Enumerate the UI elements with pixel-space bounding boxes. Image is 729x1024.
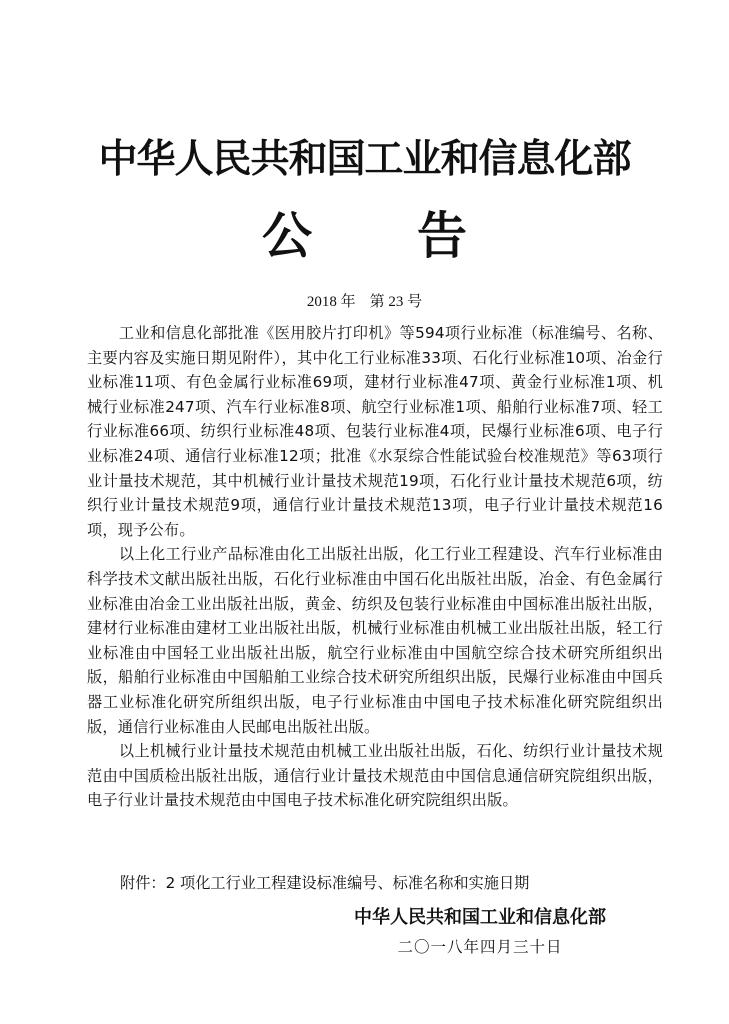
document-type-heading: [0, 206, 729, 266]
document-issue-number: 第 23 号: [369, 294, 423, 310]
body-paragraph-1: 工业和信息化部批准《医用胶片打印机》等594项行业标准（标准编号、名称、主要内容及实施日期见附件），其中化工行业标准33项、石化行业标准10项、冶金行业标准11项、有色金属行业标准69项，建材行业标准47项、黄金行业标准1项、机械行业标准247项、汽车行业标准8项、航空行业标准1项、船舶行业标准7项、轻工行业标准66项、纺织行业标准48项、包装行业标准4项，民爆行业标准6项、电子行业标准24项、通信行业标准12项；批准《水泵综合性能试验台校准规范》等63项行业计量技术规范，其中机械行业计量技术规范19项，石化行业计量技术规范6项，纺织行业计量技术规范9项，通信行业计量技术规范13项，电子行业计量技术规范16项，现予公布。: [87, 324, 663, 539]
signature-issuer: 中华人民共和国工业和信息化部: [354, 907, 606, 928]
issuer-title: 中华人民共和国工业和信息化部: [98, 136, 631, 182]
document-year: 2018 年: [306, 294, 356, 310]
document-number: [0, 292, 729, 312]
attachment-note: 附件：2 项化工行业工程建设标准编号、标准名称和实施日期: [120, 874, 530, 892]
body-paragraph-2: 以上化工行业产品标准由化工出版社出版，化工行业工程建设、汽车行业标准由科学技术文献出版社出版，石化行业标准由中国石化出版社出版，冶金、有色金属行业标准由冶金工业出版社出版，黄金、纺织及包装行业标准由中国标准出版社出版，建材行业标准由建材工业出版社出版，机械行业标准由机械工业出版社出版，轻工行业标准由中国轻工业出版社出版，航空行业标准由中国航空综合技术研究所组织出版，船舶行业标准由中国船舶工业综合技术研究所组织出版，民爆行业标准由中国兵器工业标准化研究所组织出版，电子行业标准由中国电子技术标准化研究院组织出版，通信行业标准由人民邮电出版社出版。: [87, 545, 663, 736]
body-paragraph-3: 以上机械行业计量技术规范由机械工业出版社出版，石化、纺织行业计量技术规范由中国质检出版社出版，通信行业计量技术规范由中国信息通信研究院组织出版，电子行业计量技术规范由中国电子技术标准化研究院组织出版。: [87, 742, 663, 810]
announcement-body: [87, 321, 663, 813]
document-type-char-1: 公: [262, 206, 312, 265]
issue-date: 二〇一八年四月三十日: [397, 938, 563, 956]
document-type-char-2: 告: [417, 206, 467, 265]
